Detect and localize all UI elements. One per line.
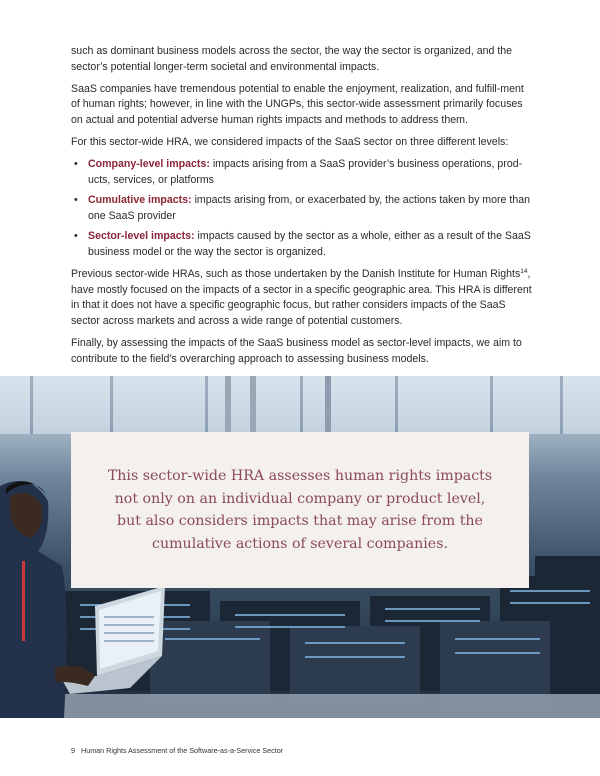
- pull-quote-line: not only on an individual company or product level,: [114, 490, 486, 507]
- paragraph-1: such as dominant business models across the sector, the way the sector is organized, and the sector’s potential longer-term societal and environmental impacts.: [71, 45, 513, 73]
- bullet-icon: •: [74, 158, 78, 171]
- bullet-term: Company-level impacts:: [88, 158, 210, 171]
- pull-quote: [71, 432, 529, 588]
- footnote-marker: 14: [520, 268, 528, 276]
- paragraph-4-end: , have mostly focused on the impacts of a sector in a specific geographic area. This HRA is different in that it does not have a specific geographic focus, but rather considers impacts of the SaaS sector across markets and across a wide range of potential customers.: [71, 268, 532, 327]
- list-item: [71, 229, 533, 260]
- page-number: 9: [71, 746, 75, 755]
- bullet-text: impacts arising from a SaaS provider’s business operations, prod-ucts, services, or platforms: [88, 158, 523, 186]
- pull-quote-line: This sector-wide HRA assesses human rights impacts: [107, 468, 493, 484]
- document-title: Human Rights Assessment of the Software-as-a-Service Sector: [81, 746, 284, 755]
- impact-levels-list: [71, 157, 533, 261]
- paragraph-4: [71, 267, 533, 329]
- list-item: [71, 157, 533, 188]
- bullet-text: impacts arising from, or exacerbated by, the actions taken by more than one SaaS provider: [88, 194, 531, 222]
- page-footer: [71, 746, 283, 755]
- bullet-icon: •: [74, 230, 78, 243]
- paragraph-4-start: Previous sector-wide HRAs, such as those undertaken by the Danish Institute for Human Rights: [71, 268, 521, 281]
- bullet-term: Cumulative impacts:: [88, 194, 192, 207]
- list-item: [71, 193, 533, 224]
- pull-quote-line: cumulative actions of several companies.: [152, 535, 448, 552]
- paragraph-2: SaaS companies have tremendous potential to enable the enjoyment, realization, and fulfill-ment of human rights; however, in line with the UNGPs, this sector-wide assessment primarily focuses on actual and potential adverse human rights impacts and methods to address them.: [71, 82, 524, 126]
- pull-quote-text: [80, 465, 520, 555]
- paragraph-3: For this sector-wide HRA, we considered impacts of the SaaS sector on three different levels:: [71, 135, 509, 148]
- pull-quote-line: but also considers impacts that may arise from the: [117, 513, 483, 529]
- paragraph-5: Finally, by assessing the impacts of the SaaS business model as sector-level impacts, we aim to contribute to the field’s overarching approach to assessing business models.: [71, 337, 522, 365]
- bullet-text: impacts caused by the sector as a whole, either as a result of the SaaS business model or the way the sector is organized.: [88, 230, 531, 259]
- body-text: [71, 44, 533, 374]
- bullet-icon: •: [74, 194, 78, 207]
- bullet-term: Sector-level impacts:: [88, 230, 195, 243]
